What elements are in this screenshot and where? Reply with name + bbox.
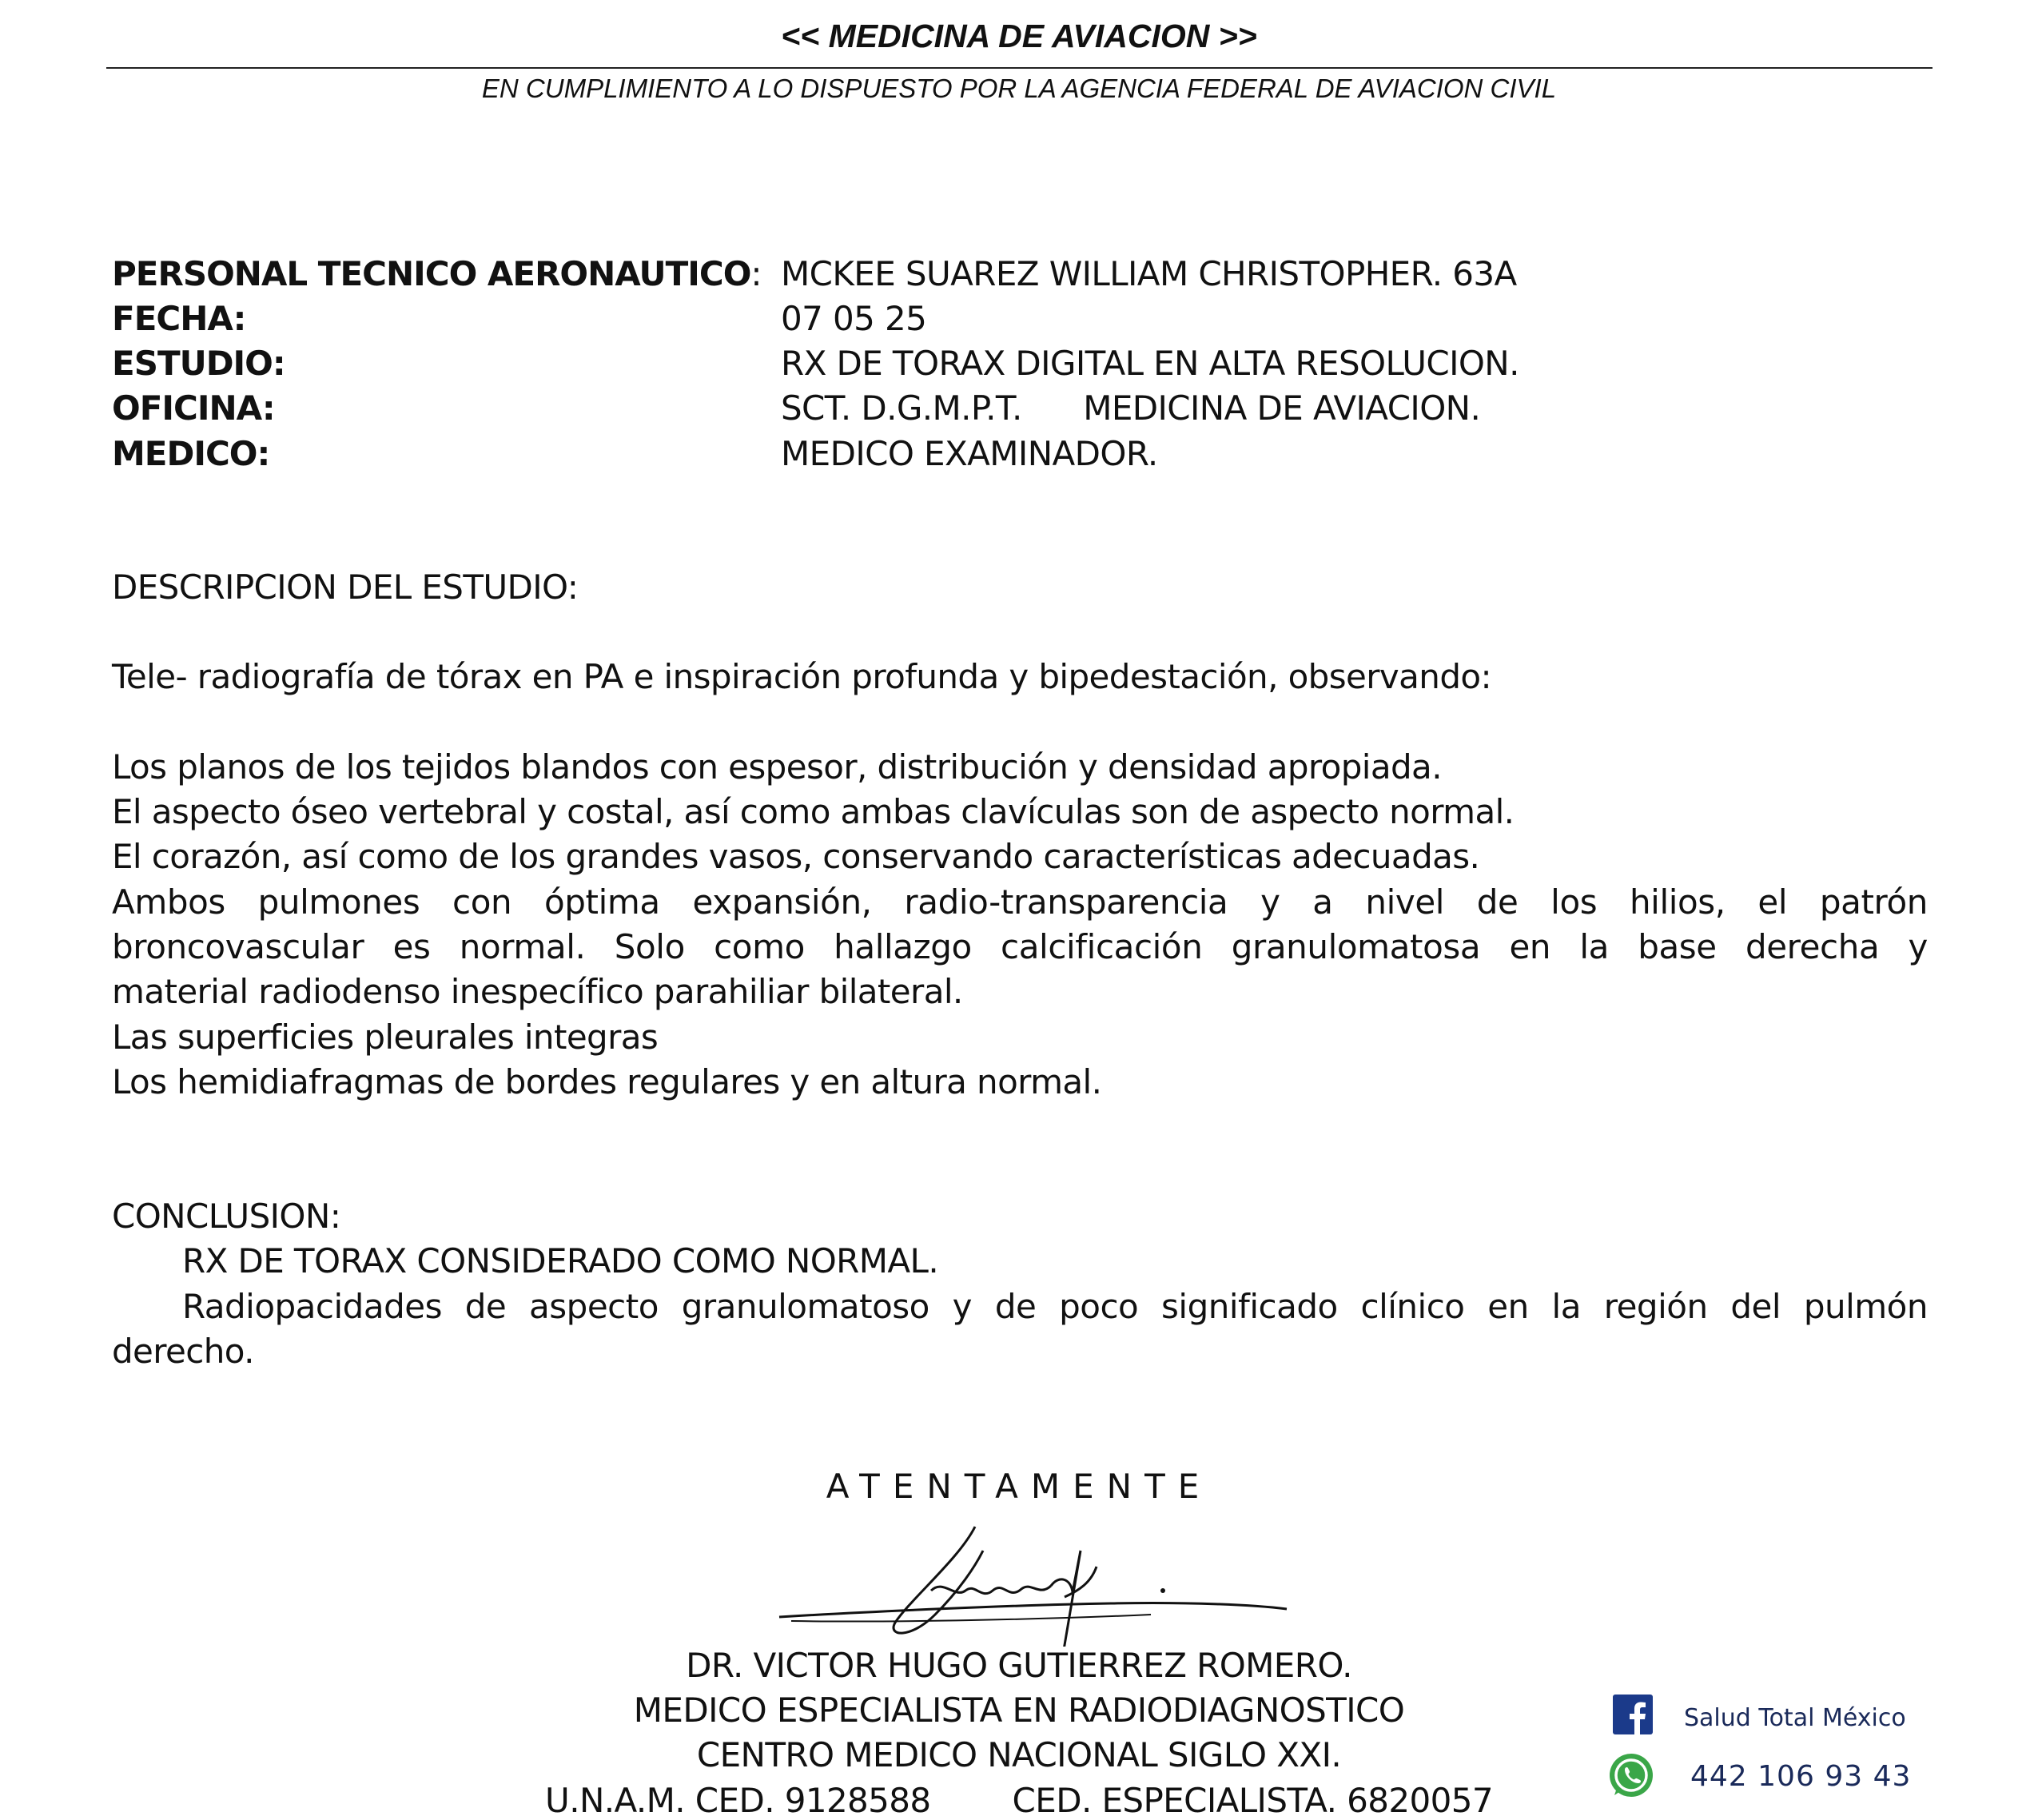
oficina-label: OFICINA: [112,388,275,428]
conclusion-heading: CONCLUSION: [112,1197,341,1236]
handwritten-signature [775,1503,1295,1647]
personal-value: MCKEE SUAREZ WILLIAM CHRISTOPHER. 63A [781,254,1517,293]
doctor-title: MEDICO ESPECIALISTA EN RADIODIAGNOSTICO [633,1691,1405,1730]
medico-label: MEDICO: [112,434,270,473]
personal-label-text: PERSONAL TECNICO AERONAUTICO [112,254,751,293]
finding-lungs-line-1: Ambos pulmones con óptima expansión, radio-transparencia y a nivel de los hilios, el patrón [112,882,1928,922]
facebook-icon [1613,1695,1653,1734]
conclusion-line-2: Radiopacidades de aspecto granulomatoso y de poco significado clínico en la región del pulmón [182,1287,1928,1326]
finding-lungs-line-3: material radiodenso inespecífico parahiliar bilateral. [112,972,963,1011]
finding-bones: El aspecto óseo vertebral y costal, así como ambas clavículas son de aspecto normal. [112,792,1515,831]
finding-soft-tissue: Los planos de los tejidos blandos con espesor, distribución y densidad apropiada. [112,747,1442,787]
personal-label-colon: : [750,254,762,293]
estudio-label: ESTUDIO: [112,344,285,383]
finding-lungs-line-2: broncovascular es normal. Solo como hallazgo calcificación granulomatosa en la base derecha y [112,927,1928,966]
description-intro: Tele- radiografía de tórax en PA e inspiración profunda y bipedestación, observando: [112,657,1492,696]
description-heading: DESCRIPCION DEL ESTUDIO: [112,568,579,607]
document-title: << MEDICINA DE AVIACION >> [781,18,1257,54]
conclusion-line-1: RX DE TORAX CONSIDERADO COMO NORMAL. [182,1241,939,1280]
whatsapp-number: 442 106 93 43 [1690,1760,1912,1793]
oficina-value: SCT. D.G.M.P.T. MEDICINA DE AVIACION. [781,388,1481,428]
doctor-institution: CENTRO MEDICO NACIONAL SIGLO XXI. [696,1735,1342,1774]
finding-heart: El corazón, así como de los grandes vasos, conservando características adecuadas. [112,837,1480,876]
estudio-value: RX DE TORAX DIGITAL EN ALTA RESOLUCION. [781,344,1519,383]
document-subtitle: EN CUMPLIMIENTO A LO DISPUESTO POR LA AGENCIA FEDERAL DE AVIACION CIVIL [481,74,1557,103]
fecha-label: FECHA: [112,299,246,338]
fecha-value: 07 05 25 [781,299,927,338]
closing-atentamente: ATENTAMENTE [826,1467,1212,1506]
header-divider [106,67,1933,69]
finding-pleura: Las superficies pleurales integras [112,1018,659,1057]
medico-value: MEDICO EXAMINADOR. [781,434,1158,473]
facebook-label: Salud Total México [1684,1704,1906,1732]
conclusion-line-3: derecho. [112,1332,254,1371]
doctor-cedulas: U.N.A.M. CED. 9128588 CED. ESPECIALISTA. 6820057 [545,1781,1493,1820]
whatsapp-icon [1606,1750,1656,1800]
finding-diaphragm: Los hemidiafragmas de bordes regulares y en altura normal. [112,1062,1102,1101]
doctor-name: DR. VICTOR HUGO GUTIERREZ ROMERO. [686,1646,1352,1685]
personal-label [112,254,762,293]
